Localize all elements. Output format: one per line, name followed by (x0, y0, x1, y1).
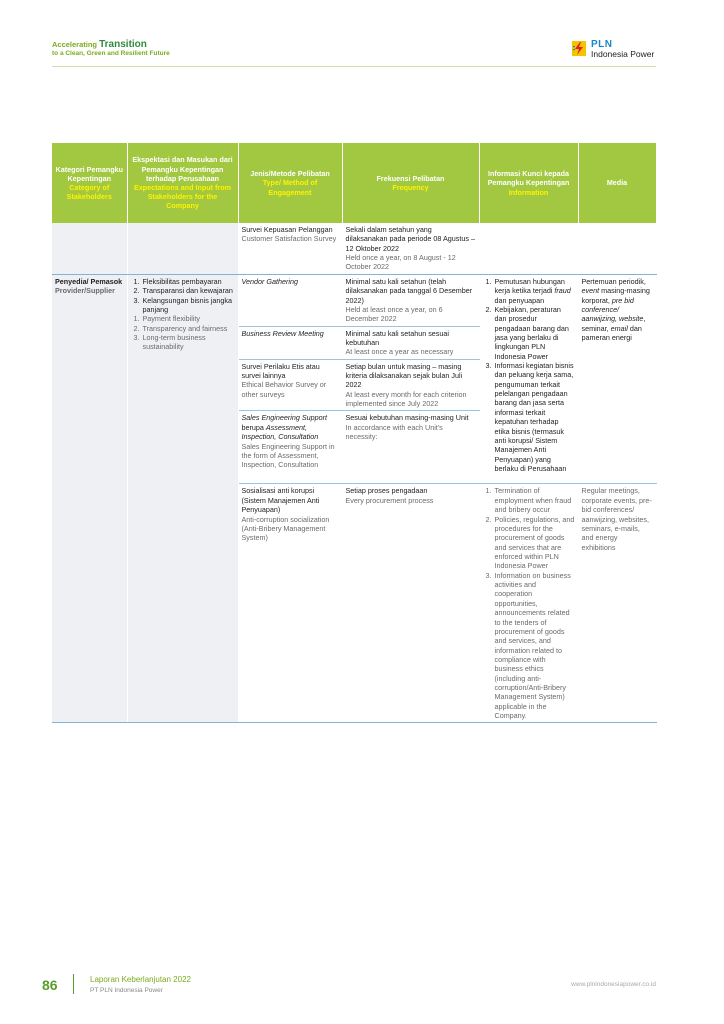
header-information: Informasi Kunci kepada Pemangku Kepentingan Information (479, 143, 578, 223)
cell-frequency: Setiap proses pengadaan Every procurement process (342, 484, 479, 723)
table-header-row (52, 143, 656, 223)
header-expectations: Ekspektasi dan Masukan dari Pemangku Kepentingan terhadap Perusahaan Expectations and Input from Stakeholders for the Company (127, 143, 238, 223)
stakeholder-table (52, 143, 657, 723)
cell-method: Business Review Meeting (238, 326, 342, 359)
list-item: 3. Long-term business sustainability (142, 333, 235, 352)
list-item: 3. Information on business activities and cooperation opportunities, announcements related to the tenders of procurement of goods and services, and information related to compliance with business ethics (including anti-corruption/Anti-Bribery Management System) applicable in the Company. (494, 571, 575, 721)
logo-subtitle: Indonesia Power (591, 49, 655, 59)
cell-method: Survei Kepuasan Pelanggan Customer Satisfaction Survey (238, 223, 342, 274)
page-number: 86 (42, 977, 58, 993)
information-id-list (483, 277, 575, 474)
tagline-subtitle: to a Clean, Green and Resilient Future (52, 49, 170, 57)
cell-expectations (127, 274, 238, 723)
header-media: Media (578, 143, 656, 223)
lightning-icon (572, 41, 586, 56)
footer-divider (73, 974, 74, 994)
table-row (52, 274, 656, 326)
website-url: www.plnindonesiapower.co.id (571, 981, 656, 988)
cell-information-en (479, 484, 578, 723)
cell-method: Survei Perilaku Etis atau survei lainnya Ethical Behavior Survey or other surveys (238, 359, 342, 411)
cell-empty (127, 223, 238, 274)
cell-empty (578, 223, 656, 274)
list-item: 3. Kelangsungan bisnis jangka panjang (142, 296, 235, 315)
cell-frequency: Minimal satu kali setahun sesuai kebutuhan At least once a year as necessary (342, 326, 479, 359)
cell-frequency: Setiap bulan untuk masing – masing kriteria dilaksanakan sejak bulan Juli 2022 At least every month for each criterion implemented since July 2022 (342, 359, 479, 411)
list-item: 1. Termination of employment when fraud and bribery occur (494, 486, 575, 514)
list-item: 2. Transparency and fairness (142, 324, 235, 333)
company-name: PT PLN Indonesia Power (90, 987, 163, 994)
list-item: 1. Fleksibilitas pembayaran (142, 277, 235, 286)
cell-media-en: Regular meetings, corporate events, pre-bid conferences/ aanwijzing, websites, seminars, e-mails, and energy exhibitions (578, 484, 656, 723)
list-item: 1. Payment flexibility (142, 314, 235, 323)
cell-frequency: Minimal satu kali setahun (telah dilaksanakan pada tanggal 6 Desember 2022) Held at least once a year, on 6 December 2022 (342, 274, 479, 326)
list-item: 2. Policies, regulations, and procedures for the procurement of goods and services that are enforced within PLN Indonesia Power (494, 515, 575, 571)
tagline-prefix: Accelerating (52, 40, 100, 49)
pln-logo (572, 40, 660, 60)
header-method: Jenis/Metode Pelibatan Type/ Method of Engagement (238, 143, 342, 223)
cell-empty (479, 223, 578, 274)
tagline-transition: Transition (99, 39, 147, 50)
cell-empty (52, 223, 127, 274)
table-row (52, 223, 656, 274)
information-en-list (483, 486, 575, 720)
cell-method: Sales Engineering Support berupa Assessment, Inspection, Consultation Sales Engineering Support in the form of Assessment, Inspection, Consultation (238, 411, 342, 484)
cell-frequency: Sekali dalam setahun yang dilaksanakan pada periode 08 Agustus – 12 Oktober 2022 Held once a year, on 8 August - 12 October 2022 (342, 223, 479, 274)
list-item: 2. Kebijakan, peraturan dan prosedur pengadaan barang dan jasa yang berlaku di lingkungan PLN Indonesia Power (494, 305, 575, 361)
expectations-en-list (131, 314, 235, 351)
cell-information-id (479, 274, 578, 484)
header-divider (52, 66, 656, 67)
cell-method: Vendor Gathering (238, 274, 342, 326)
expectations-id-list (131, 277, 235, 314)
list-item: 1. Pemutusan hubungan kerja ketika terjadi fraud dan penyuapan (494, 277, 575, 305)
cell-method: Sosialisasi anti korupsi (Sistem Manajemen Anti Penyuapan) Anti-corruption socialization (Anti-Bribery Management System) (238, 484, 342, 723)
report-title: Laporan Keberlanjutan 2022 (90, 975, 191, 984)
header-tagline (52, 40, 170, 57)
header-category: Kategori Pemangku Kepentingan Category of Stakeholders (52, 143, 127, 223)
list-item: 2. Transparansi dan kewajaran (142, 286, 235, 295)
header-frequency: Frekuensi Pelibatan Frequency (342, 143, 479, 223)
logo-brand: PLN (591, 39, 613, 50)
cell-frequency: Sesuai kebutuhan masing-masing Unit In accordance with each Unit's necessity: (342, 411, 479, 484)
cell-media-id: Pertemuan periodik, event masing-masing korporat, pre bid conference/ aanwijzing, website, seminar, email dan pameran energi (578, 274, 656, 484)
list-item: 3. Informasi kegiatan bisnis dan peluang kerja sama, pengumuman terkait pelelangan pengadaan barang dan jasa serta informasi terkait kepatuhan terhadap etika bisnis (termasuk anti korupsi/ Sistem Manajemen Anti Penyuapan) yang berlaku di Perusahaan (494, 361, 575, 473)
cell-category: Penyedia/ Pemasok Provider/Supplier (52, 274, 127, 723)
